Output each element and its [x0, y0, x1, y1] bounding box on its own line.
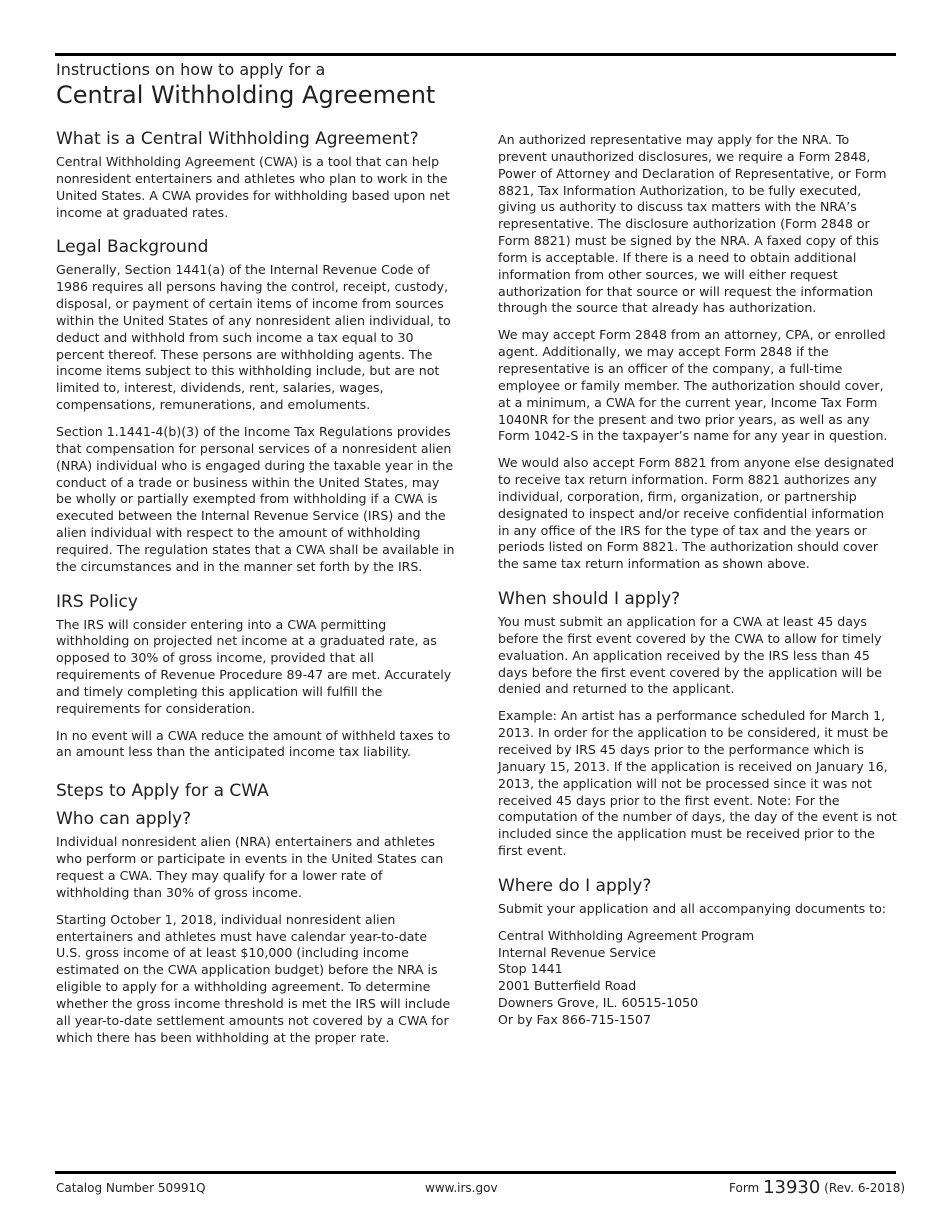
document-header	[56, 60, 896, 110]
heading-irs-policy: IRS Policy	[56, 591, 138, 612]
address-line: Stop 1441	[498, 961, 563, 977]
form-revision: (Rev. 6-2018)	[824, 1181, 906, 1195]
paragraph-when-1: You must submit an application for a CWA at least 45 days before the first event covered by the CWA to allow for timely evaluation. An application received by the IRS less than 45 days before the first event covered by the application will be denied and returned to the applicant.	[498, 614, 883, 697]
form-label: Form	[729, 1181, 760, 1195]
paragraph-representative-3: We would also accept Form 8821 from anyone else designated to receive tax return information. Form 8821 authorizes any individual, corporation, firm, organization, or partnership designated to inspect and/or receive confidential information in any office of the IRS for the type of tax and the years or periods listed on Form 8821. The authorization should cover the same tax return information as shown above.	[498, 455, 895, 572]
paragraph-representative-1: An authorized representative may apply for the NRA. To prevent unauthorized disclosures, we require a Form 2848, Power of Attorney and Declaration of Representative, or Form 8821, Tax Information Authorization, to be fully executed, giving us authority to discuss tax matters with the NRA’s representative. The disclosure authorization (Form 2848 or Form 8821) must be signed by the NRA. A faxed copy of this form is acceptable. If there is a need to obtain additional information from other sources, we will either request authorization for that source or will request the information through the source that already has authorization.	[498, 132, 887, 316]
address-line: Downers Grove, IL. 60515-1050	[498, 995, 699, 1011]
paragraph-legal-2: Section 1.1441-4(b)(3) of the Income Tax Regulations provides that compensation for personal services of a nonresident alien (NRA) individual who is engaged during the taxable year in the conduct of a trade or business within the United States, may be wholly or partially exempted from withholding if a CWA is executed between the Internal Revenue Service (IRS) and the alien individual with respect to the amount of withholding required. The regulation states that a CWA shall be available in the circumstances and in the manner set forth by the IRS.	[56, 423, 455, 574]
catalog-number: Catalog Number 50991Q	[56, 1181, 206, 1195]
top-rule	[55, 53, 896, 56]
paragraph-legal-1: Generally, Section 1441(a) of the Internal Revenue Code of 1986 requires all persons having the control, receipt, custody, disposal, or payment of certain items of income from sources within the United States of any nonresident alien individual, to deduct and withhold from such income a tax equal to 30 percent thereof. These persons are withholding agents. The income items subject to this withholding include, but are not limited to, interest, dividends, rent, salaries, wages, compensations, remunerations, and emoluments.	[56, 262, 451, 413]
form-identifier	[729, 1178, 905, 1198]
irs-website-link[interactable]: www.irs.gov	[425, 1181, 498, 1195]
paragraph-policy-2: In no event will a CWA reduce the amount of withheld taxes to an amount less than the anticipated income tax liability.	[56, 727, 451, 760]
heading-where-to-apply: Where do I apply?	[498, 875, 652, 896]
heading-when-to-apply: When should I apply?	[498, 589, 681, 610]
address-line: Internal Revenue Service	[498, 944, 656, 960]
document-subtitle: Instructions on how to apply for a	[56, 60, 326, 79]
form-number: 13930	[763, 1177, 821, 1198]
example-text: An artist has a performance scheduled for March 1, 2013. In order for the application to be considered, it must be received by IRS 45 days prior to the performance which is January 15, 2013. If the application is received on January 16, 2013, the application will not be processed since it was not received 45 days prior to the first event. Note: For the computation of the number of days, the day of the event is not included since the application must be received prior to the first event.	[498, 708, 897, 859]
heading-legal-background: Legal Background	[56, 237, 209, 258]
heading-what-is-cwa: What is a Central Withholding Agreement?	[56, 129, 419, 149]
bottom-rule	[55, 1171, 896, 1174]
mailing-address	[498, 928, 898, 1029]
paragraph-who-1: Individual nonresident alien (NRA) entertainers and athletes who perform or participate in events in the United States can request a CWA. They may qualify for a lower rate of withholding than 30% of gross income.	[56, 834, 444, 900]
address-line: Central Withholding Agreement Program	[498, 927, 755, 943]
paragraph-example	[498, 708, 898, 860]
left-column	[56, 128, 456, 1046]
document-title: Central Withholding Agreement	[56, 81, 436, 109]
paragraph-what-is-cwa: Central Withholding Agreement (CWA) is a tool that can help nonresident entertainers and athletes who plan to work in the United States. A CWA provides for withholding based upon net income at graduated rates.	[56, 154, 450, 220]
address-line: Or by Fax 866-715-1507	[498, 1011, 652, 1027]
heading-who-can-apply: Who can apply?	[56, 809, 192, 830]
paragraph-policy-1: The IRS will consider entering into a CWA permitting withholding on projected net income at a graduated rate, as opposed to 30% of gross income, provided that all requirements of Revenue Procedure 89-47 are met. Accurately and timely completing this application will fulfill the requirements for consideration.	[56, 616, 452, 716]
address-line: 2001 Butterfield Road	[498, 978, 637, 994]
paragraph-who-2: Starting October 1, 2018, individual nonresident alien entertainers and athletes must have calendar year-to-date U.S. gross income of at least $10,000 (including income estimated on the CWA application budget) before the NRA is eligible to apply for a withholding agreement. To determine whether the gross income threshold is met the IRS will include all year-to-date settlement amounts not covered by a CWA for which there has been withholding at the proper rate.	[56, 911, 451, 1045]
paragraph-representative-2: We may accept Form 2848 from an attorney, CPA, or enrolled agent. Additionally, we may accept Form 2848 if the representative is an officer of the company, a full-time employee or family member. The authorization should cover, at a minimum, a CWA for the current year, Income Tax Form 1040NR for the present and two prior years, as well as any Form 1042-S in the taxpayer’s name for any year in question.	[498, 327, 888, 444]
right-column	[498, 132, 898, 1029]
example-label: Example:	[498, 708, 557, 724]
heading-steps-to-apply: Steps to Apply for a CWA	[56, 781, 269, 802]
paragraph-where-1: Submit your application and all accompanying documents to:	[498, 900, 887, 916]
